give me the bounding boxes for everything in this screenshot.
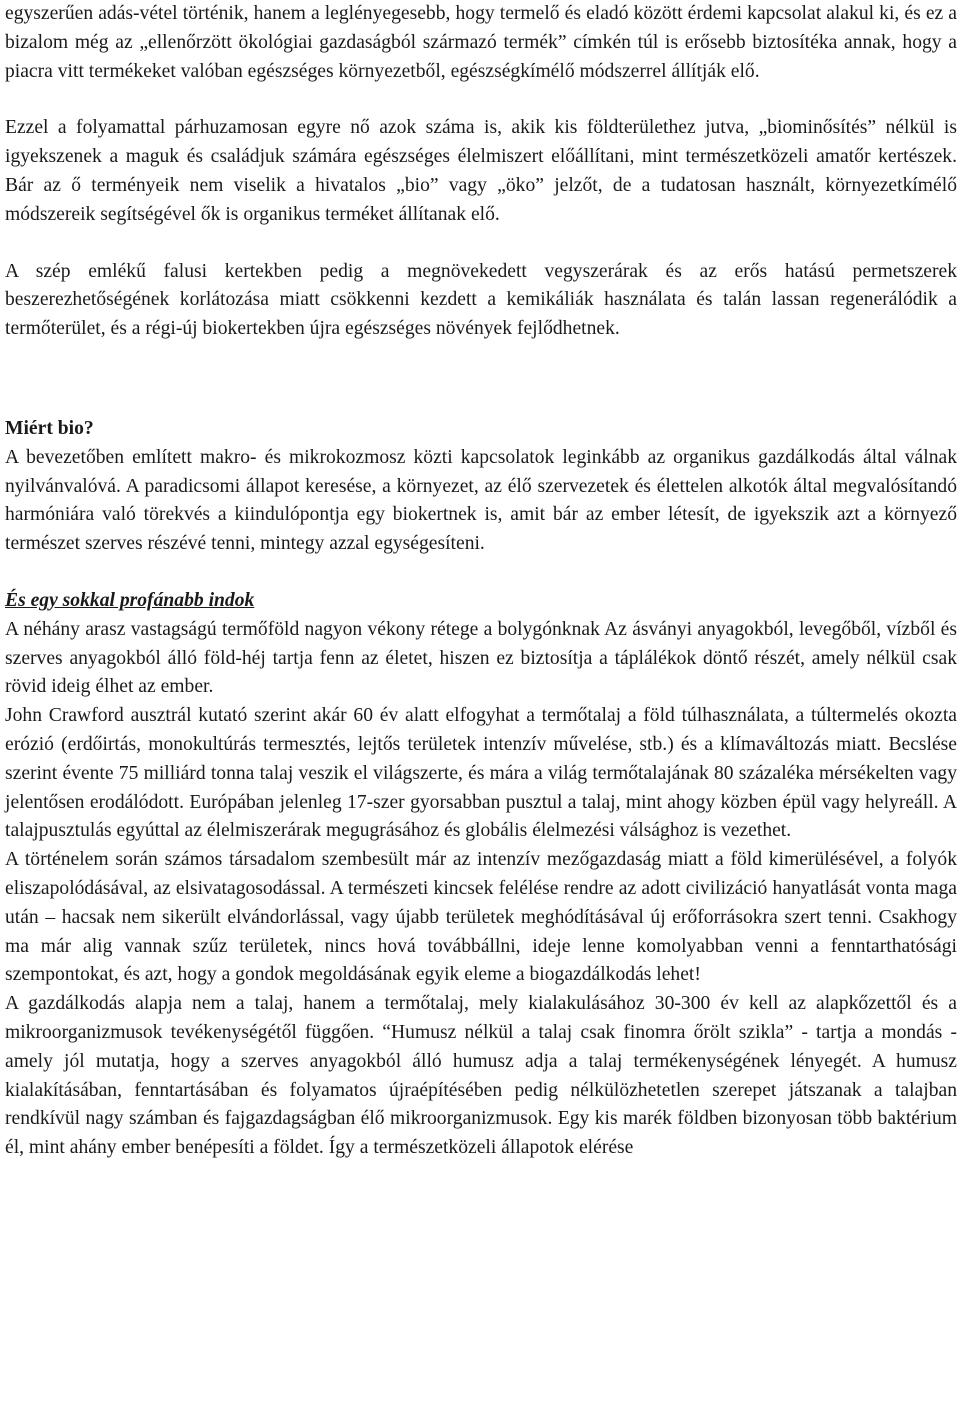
paragraph-direct-sales: egyszerűen adás-vétel történik, hanem a leglényegesebb, hogy termelő és eladó között érdemi kapcsolat alakul ki, és ez a bizalom még az „ellenőrzött ökológiai gazdaságból származó termék” címkén túl is erősebb biztosítéka annak, hogy a piacra vitt termékeket valóban egészséges környezetből, egészségkímélő módszerrel állítják elő.	[5, 3, 957, 82]
paragraph-humus: A gazdálkodás alapja nem a talaj, hanem a termőtalaj, mely kialakulásához 30-300 év kell az alapkőzettől és a mikroorganizmusok tevékenységétől függően. “Humusz nélkül a talaj csak finomra őrölt szikla” - tartja a mondás - amely jól mutatja, hogy a szerves anyagokból álló humusz adja a talaj termékenységének lényegét. A humusz kialakításában, fenntartásában és folyamatos újraépítésében pedig nélkülözhetetlen szerepet játszanak a talajban rendkívül nagy számban és fajgazdagságban élő mikroorganizmusok. Egy kis marék földben bizonyosan több baktérium él, mint ahány ember benépesíti a földet. Így a természetközeli állapotok elérése	[5, 993, 957, 1159]
section-heading-why-bio: Miért bio?	[5, 417, 94, 439]
section-why-bio	[5, 415, 957, 559]
document-page	[5, 0, 957, 1163]
paragraph-why-bio: A bevezetőben említett makro- és mikrokozmosz közti kapcsolatok leginkább az organikus gazdálkodás által válnak nyilvánvalóvá. A paradicsomi állapot keresése, a környezet, az élő szervezetek és élettelen alkotók által megvalósítandó harmóniára való törekvés a kiindulópontja egy biokertnek is, amit bár az ember létesít, de igyekszik azt a környező természet szerves részévé tenni, mintegy azzal egységesíteni.	[5, 446, 957, 555]
paragraph-history: A történelem során számos társadalom szembesült már az intenzív mezőgazdaság miatt a föld kimerülésével, a folyók eliszapolódásával, az elsivatagosodással. A természeti kincsek felélése rendre az adott civilizáció hanyatlását vonta maga után – hacsak nem sikerült elvándorlással, vagy újabb területek meghódításával új erőforrásokra szert tenni. Csakhogy ma már alig vannak szűz területek, nincs hová továbbállni, ideje lenne komolyabban venni a fenntarthatósági szempontokat, és azt, hogy a gondok megoldásának egyik eleme a biogazdálkodás lehet!	[5, 849, 957, 986]
paragraph-village-gardens: A szép emlékű falusi kertekben pedig a megnövekedett vegyszerárak és az erős hatású permetszerek beszerezhetőségének korlátozása miatt csökkenni kezdett a kemikáliák használata és talán lassan regenerálódik a termőterület, és a régi-új biokertekben újra egészséges növények fejlődhetnek.	[5, 260, 957, 340]
paragraph-crawford: John Crawford ausztrál kutató szerint akár 60 év alatt elfogyhat a termőtalaj a föld túlhasználata, a túltermelés okozta erózió (erdőirtás, monokultúrás termesztés, lejtős területek intenzív művelése, stb.) és a klímaváltozás miatt. Becslése szerint évente 75 milliárd tonna talaj veszik el világszerte, és mára a világ termőtalajának 80 százaléka mérsékelten vagy jelentősen erodálódott. Európában jelenleg 17-szer gyorsabban pusztul a talaj, mint ahogy közben épül vagy helyreáll. A talajpusztulás egyúttal az élelmiszerárak megugrásához és globális élelmezési válsághoz is vezethet.	[5, 705, 957, 842]
section-gap	[5, 344, 957, 415]
paragraph-gap	[5, 86, 957, 114]
section-profane-reason	[5, 587, 957, 1163]
paragraph-gap	[5, 230, 957, 258]
paragraph-amateur-gardeners: Ezzel a folyamattal párhuzamosan egyre nő azok száma is, akik kis földterülethez jutva, „biominősítés” nélkül is igyekszenek a maguk és családjuk számára egészséges élelmiszert előállítani, mint természetközeli amatőr kertészek. Bár az ő terményeik nem viselik a hivatalos „bio” vagy „öko” jelzőt, de a tudatosan használt, környezetkímélő módszereik segítségével ők is organikus terméket állítanak elő.	[5, 117, 957, 225]
section-heading-profane-reason: És egy sokkal profánabb indok	[5, 589, 255, 611]
paragraph-topsoil: A néhány arasz vastagságú termőföld nagyon vékony rétege a bolygónknak Az ásványi anyagokból, levegőből, vízből és szerves anyagokból álló föld-héj tartja fenn az életet, hiszen ez biztosítja a táplálékok döntő részét, amely nélkül csak rövid ideig élhet az ember.	[5, 618, 957, 698]
section-gap	[5, 559, 957, 587]
